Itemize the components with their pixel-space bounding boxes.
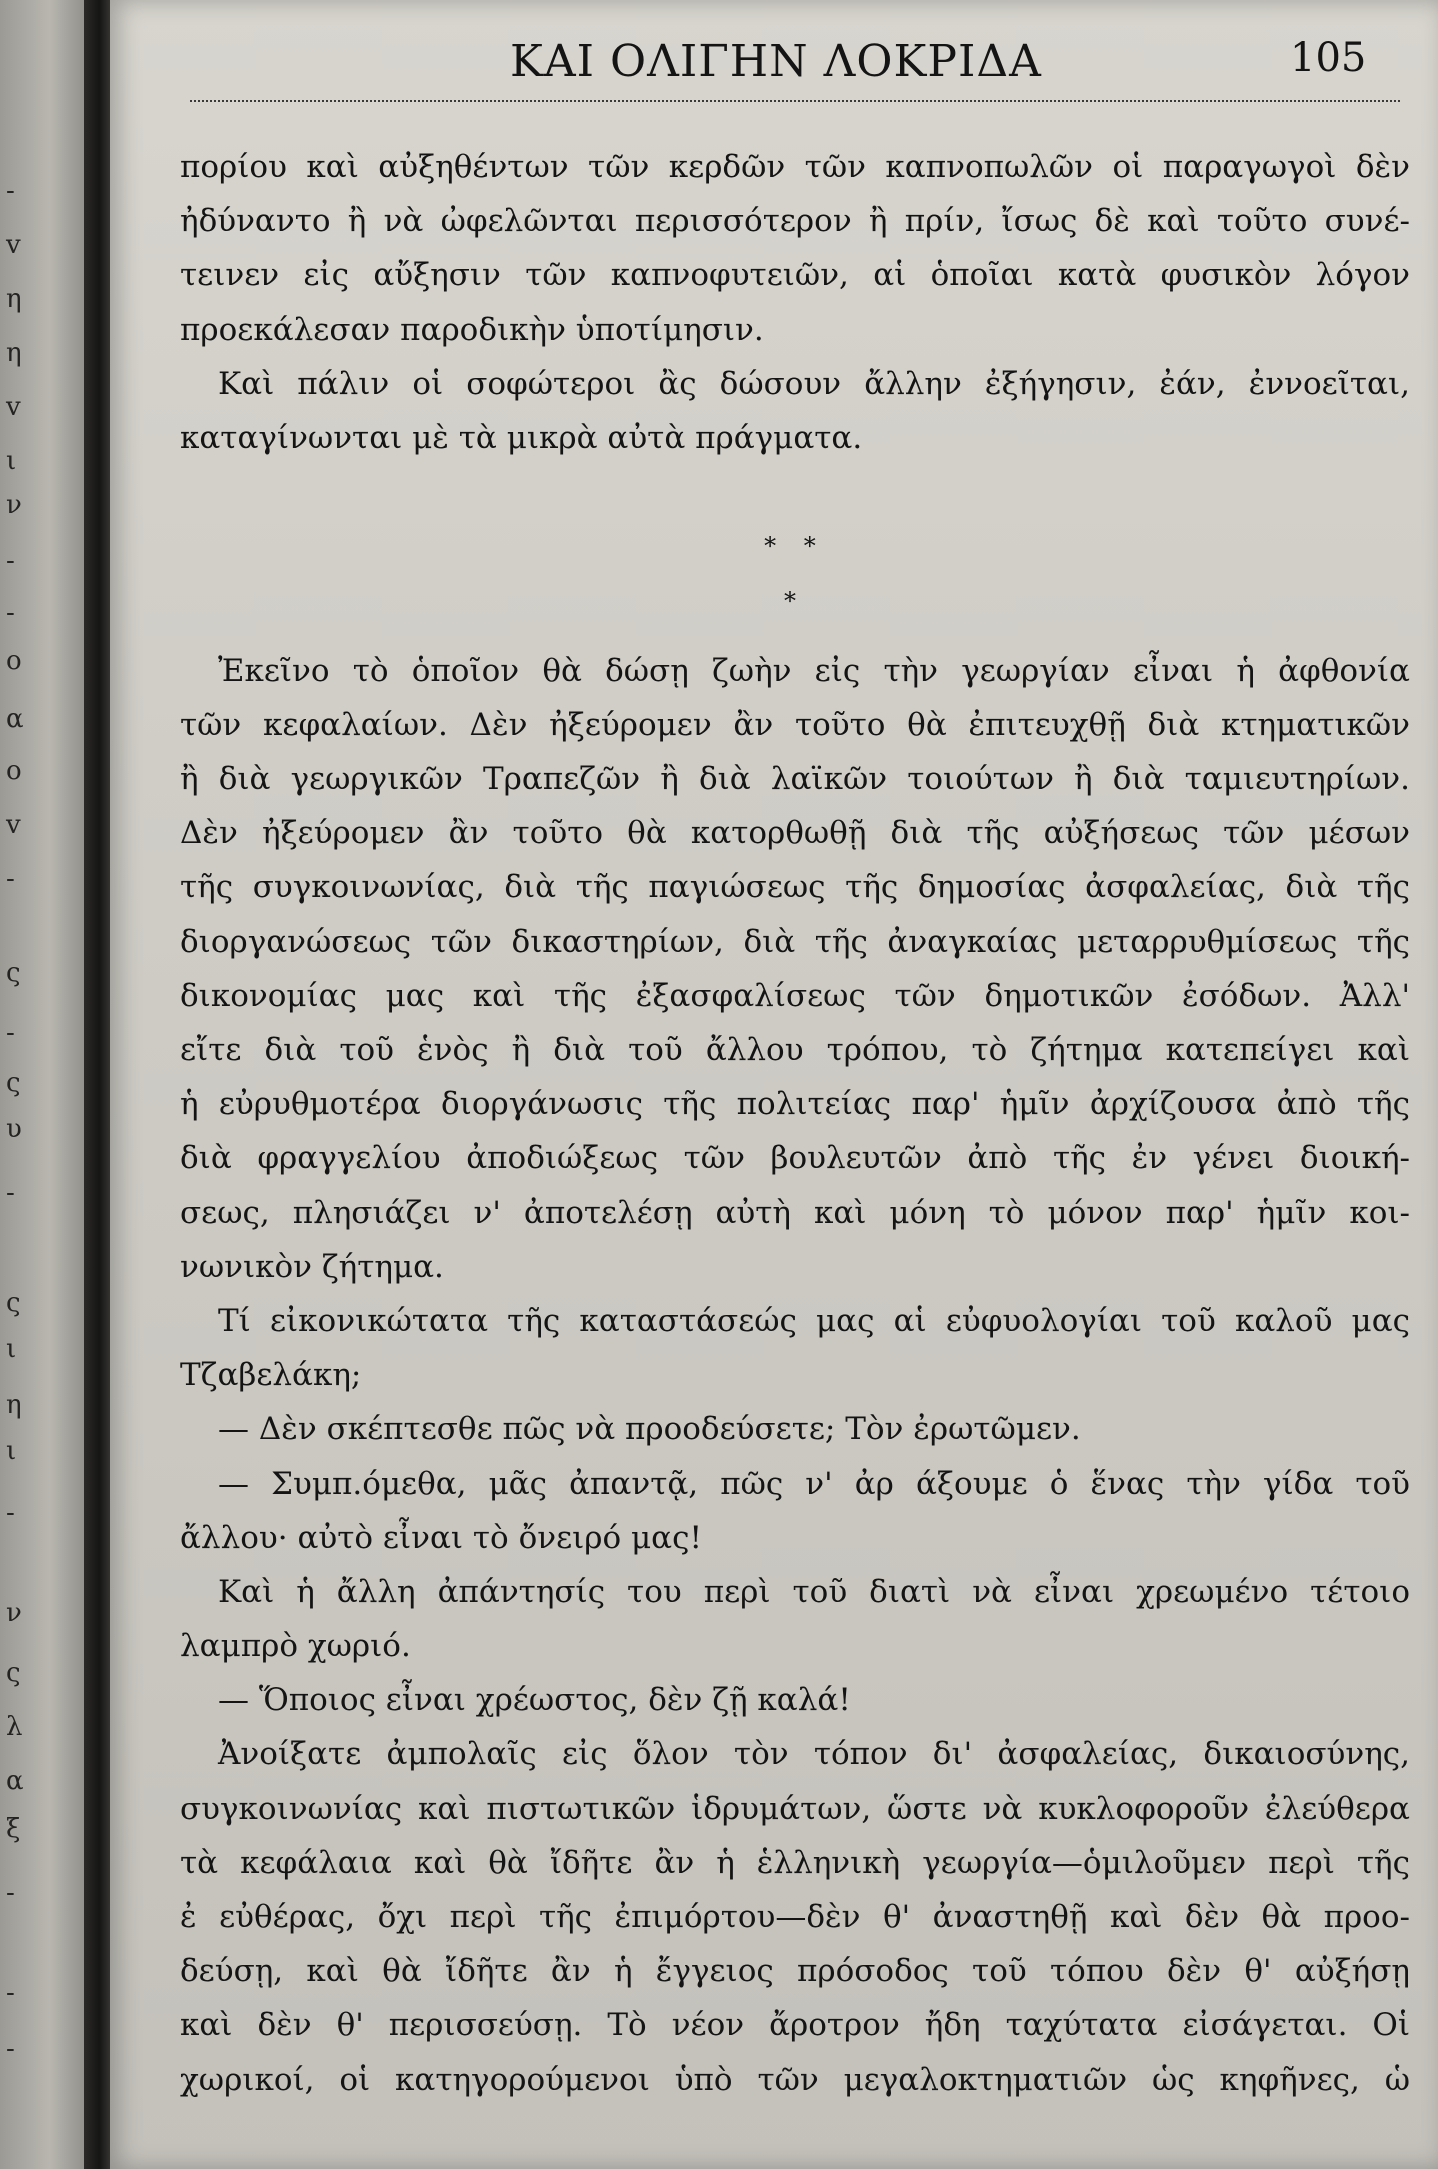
text-line: τῶν κεφαλαίων. Δὲν ἠξεύρομεν ἂν τοῦτο θὰ ἐπιτευχθῇ διὰ κτηματικῶν: [180, 706, 1410, 743]
margin-fragment: ο: [6, 756, 22, 786]
header-dotted-rule: [190, 100, 1400, 102]
text-line: Ἐκεῖνο τὸ ὁποῖον θὰ δώσῃ ζωὴν εἰς τὴν γεωργίαν εἶναι ἡ ἀφθονία: [218, 652, 1410, 689]
margin-fragment: v: [6, 392, 21, 422]
margin-fragment: -: [6, 546, 15, 576]
margin-fragment: ς: [6, 1288, 21, 1318]
margin-fragment: λ: [6, 1712, 23, 1742]
margin-fragment: -: [6, 1878, 15, 1908]
text-line: νωνικὸν ζήτημα.: [180, 1248, 444, 1285]
text-line: καταγίνωνται μὲ τὰ μικρὰ αὐτὰ πράγματα.: [180, 419, 863, 456]
text-line: λαμπρὸ χωριό.: [180, 1628, 411, 1665]
book-page: [110, 0, 1438, 2169]
margin-fragment: v: [6, 230, 21, 260]
margin-fragment: -: [6, 2034, 15, 2064]
adjacent-page-fragments: [6, 0, 40, 2169]
body-text: [180, 140, 1410, 2107]
margin-fragment: -: [6, 598, 15, 628]
adjacent-page-margin: [0, 0, 90, 2169]
margin-fragment: α: [6, 704, 24, 734]
text-line: εἴτε διὰ τοῦ ἑνὸς ἢ διὰ τοῦ ἄλλου τρόπου, τὸ ζήτημα κατεπείγει καὶ: [180, 1032, 1410, 1068]
margin-fragment: -: [6, 864, 15, 894]
text-line: Καὶ ἡ ἄλλη ἀπάντησίς του περὶ τοῦ διατὶ νὰ εἶναι χρεωμένο τέτοιο: [218, 1573, 1410, 1610]
text-line: διοργανώσεως τῶν δικαστηρίων, διὰ τῆς ἀναγκαίας μεταρρυθμίσεως τῆς: [180, 923, 1410, 960]
margin-fragment: -: [6, 1018, 15, 1048]
text-line: διὰ φραγγελίου ἀποδιώξεως τῶν βουλευτῶν ἀπὸ τῆς ἐν γένει διοική-: [180, 1140, 1410, 1177]
text-line: τῆς συγκοινωνίας, διὰ τῆς παγιώσεως τῆς δημοσίας ἀσφαλείας, διὰ τῆς: [180, 869, 1410, 906]
section-separator-star: *: [784, 586, 806, 615]
margin-fragment: ν: [6, 490, 22, 520]
margin-fragment: η: [6, 1390, 22, 1420]
margin-fragment: ι: [6, 1436, 17, 1466]
margin-fragment: ο: [6, 646, 22, 676]
text-line: χωρικοί, οἱ κατηγορούμενοι ὑπὸ τῶν μεγαλοκτηματιῶν ὡς κηφῆνες, ὡ: [180, 2061, 1410, 2098]
text-line: Τζαβελάκη;: [180, 1357, 362, 1394]
section-separator-stars: * *: [764, 532, 826, 561]
margin-fragment: η: [6, 338, 22, 368]
text-line: προεκάλεσαν παροδικὴν ὑποτίμησιν.: [180, 311, 764, 348]
text-line: δικονομίας μας καὶ τῆς ἐξασφαλίσεως τῶν δημοτικῶν ἐσόδων. Ἀλλ': [180, 977, 1410, 1014]
margin-fragment: α: [6, 1766, 24, 1796]
text-line: ἡ εὐρυθμοτέρα διοργάνωσις τῆς πολιτείας παρ' ἡμῖν ἀρχίζουσα ἀπὸ τῆς: [180, 1086, 1410, 1123]
margin-fragment: ς: [6, 1658, 21, 1688]
margin-fragment: ν: [6, 1598, 22, 1628]
text-line: ἄλλου· αὐτὸ εἶναι τὸ ὄνειρό μας!: [180, 1519, 702, 1556]
running-title: ΚΑΙ ΟΛΙΓΗΝ ΛΟΚΡΙΔΑ: [510, 36, 1042, 87]
margin-fragment: -: [6, 1498, 15, 1528]
margin-fragment: v: [6, 810, 21, 840]
margin-fragment: ς: [6, 958, 21, 988]
dialogue-line: — Συμπ.όμεθα, μᾶς ἀπαντᾷ, πῶς ν' ἀρ άξουμε ὁ ἕνας τὴν γίδα τοῦ: [218, 1465, 1410, 1502]
page-number: 105: [1290, 35, 1367, 81]
margin-fragment: -: [6, 1178, 15, 1208]
text-line: σεως, πλησιάζει ν' ἀποτελέσῃ αὐτὴ καὶ μόνη τὸ μόνον παρ' ἡμῖν κοι-: [180, 1194, 1410, 1231]
dialogue-line: — Δὲν σκέπτεσθε πῶς νὰ προοδεύσετε; Τὸν ἐρωτῶμεν.: [218, 1411, 1081, 1448]
text-line: ἐ εὐθέρας, ὄχι περὶ τῆς ἐπιμόρτου—δὲν θ' ἀναστηθῇ καὶ δὲν θὰ προο-: [180, 1899, 1410, 1935]
text-line: ἠδύναντο ἢ νὰ ὠφελῶνται περισσότερον ἢ πρίν, ἴσως δὲ καὶ τοῦτο συνέ-: [180, 203, 1410, 240]
text-line: τὰ κεφάλαια καὶ θὰ ἴδῆτε ἂν ἡ ἑλληνικὴ γεωργία—ὁμιλοῦμεν περὶ τῆς: [180, 1844, 1410, 1881]
text-line: Ἀνοίξατε ἀμπολαῖς εἰς ὅλον τὸν τόπον δι' ἀσφαλείας, δικαιοσύνης,: [218, 1736, 1410, 1773]
book-binding-gutter: [84, 0, 112, 2169]
text-line: πορίου καὶ αὐξηθέντων τῶν κερδῶν τῶν καπνοπωλῶν οἱ παραγωγοὶ δὲν: [180, 149, 1410, 185]
text-line: Τί εἰκονικώτατα τῆς καταστάσεώς μας αἱ εὐφυολογίαι τοῦ καλοῦ μας: [218, 1302, 1410, 1339]
margin-fragment: η: [6, 284, 22, 314]
text-line: τεινεν εἰς αὔξησιν τῶν καπνοφυτειῶν, αἱ ὁποῖαι κατὰ φυσικὸν λόγον: [180, 257, 1410, 294]
text-line: δεύσῃ, καὶ θὰ ἴδῆτε ἂν ἡ ἔγγειος πρόσοδος τοῦ τόπου δὲν θ' αὐξήσῃ: [180, 1953, 1410, 1990]
text-line: Καὶ πάλιν οἱ σοφώτεροι ἂς δώσουν ἄλλην ἐξήγησιν, ἐάν, ἐννοεῖται,: [218, 365, 1410, 402]
margin-fragment: ι: [6, 1334, 17, 1364]
margin-fragment: -: [6, 1978, 15, 2008]
margin-fragment: ι: [6, 446, 17, 476]
text-line: καὶ δὲν θ' περισσεύσῃ. Τὸ νέον ἄροτρον ἤδη ταχύτατα εἰσάγεται. Οἱ: [180, 2007, 1410, 2044]
text-line: ἢ διὰ γεωργικῶν Τραπεζῶν ἢ διὰ λαϊκῶν τοιούτων ἢ διὰ ταμιευτηρίων.: [180, 761, 1410, 798]
margin-fragment: ς: [6, 1068, 21, 1098]
text-line: συγκοινωνίας καὶ πιστωτικῶν ἱδρυμάτων, ὥστε νὰ κυκλοφοροῦν ἐλεύθερα: [180, 1790, 1410, 1827]
margin-fragment: -: [6, 176, 15, 206]
blank-space: [180, 628, 1410, 644]
margin-fragment: ξ: [6, 1814, 21, 1844]
blank-space: [180, 465, 1410, 519]
dialogue-line: — Ὅποιος εἶναι χρέωστος, δὲν ζῇ καλά!: [218, 1682, 851, 1719]
margin-fragment: υ: [6, 1114, 22, 1144]
text-line: Δὲν ἠξεύρομεν ἂν τοῦτο θὰ κατορθωθῇ διὰ τῆς αὐξήσεως τῶν μέσων: [180, 815, 1410, 852]
